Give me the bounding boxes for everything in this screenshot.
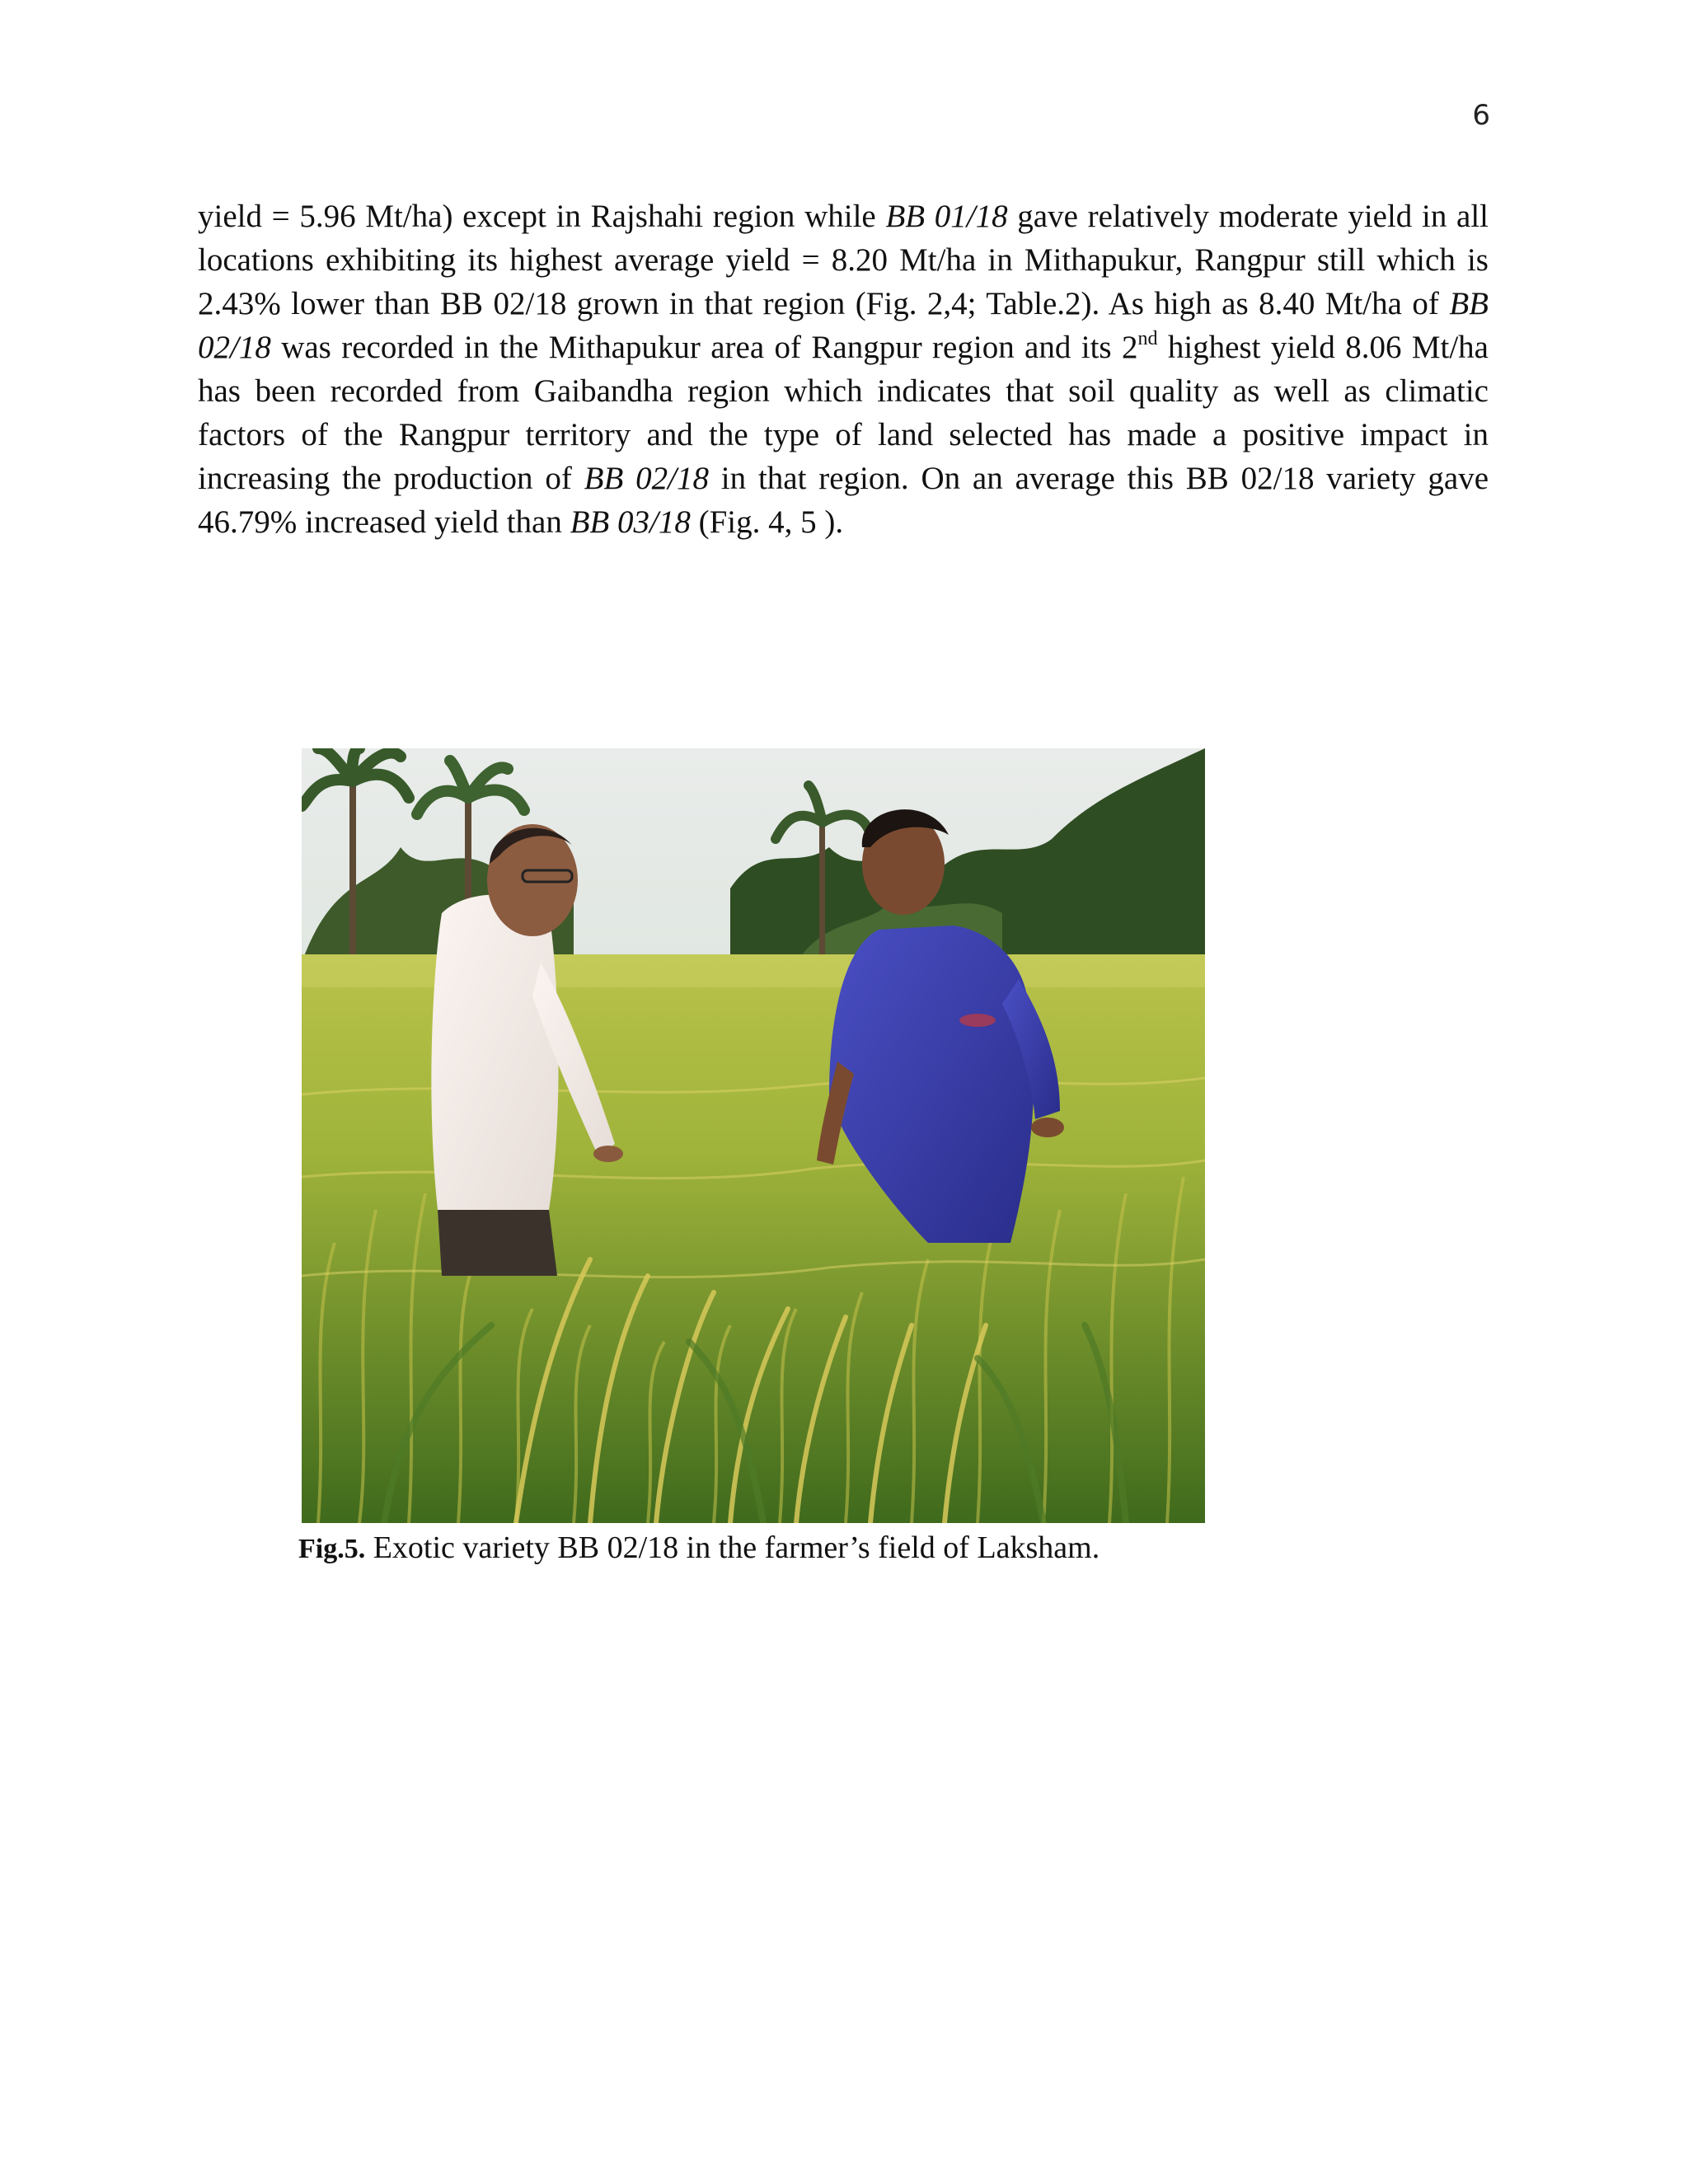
text-run: was recorded in the Mithapukur area of Rangpur region and its 2 [270, 330, 1138, 365]
field-photo [302, 748, 1205, 1523]
variety-name: BB 03/18 [570, 504, 691, 540]
variety-name: BB 02/18 [198, 286, 1489, 365]
text-run: gave relatively moderate yield in all locations exhibiting its highest average yield = 8.20 Mt/ha in Mithapukur, Rangpur still which is 2.43% lower than BB 02/18 grown in that region (Fig. 2,4; Table.2). As high as 8.40 Mt/ha of [198, 199, 1489, 321]
text-run: yield = 5.96 Mt/ha) except in Rajshahi region while [198, 199, 886, 234]
figure-caption [298, 1530, 1100, 1566]
ordinal-suffix: nd [1137, 328, 1158, 349]
page-number: 6 [1472, 99, 1490, 132]
text-run: (Fig. 4, 5 ). [690, 504, 844, 540]
text-run: highest yield 8.06 Mt/ha has been recorded from Gaibandha region which indicates that soil quality as well as climatic factors of the Rangpur territory and the type of land selected has made a positive impact in increasing the production of [198, 330, 1489, 496]
text-run: in that region. On an average this BB 02/18 variety gave 46.79% increased yield than [198, 461, 1489, 540]
figure-label: Fig.5. [298, 1534, 366, 1564]
body-paragraph [198, 194, 1489, 544]
variety-name: BB 01/18 [885, 199, 1008, 234]
caption-text: Exotic variety BB 02/18 in the farmer’s field of Laksham. [365, 1530, 1100, 1565]
variety-name: BB 02/18 [584, 461, 709, 496]
